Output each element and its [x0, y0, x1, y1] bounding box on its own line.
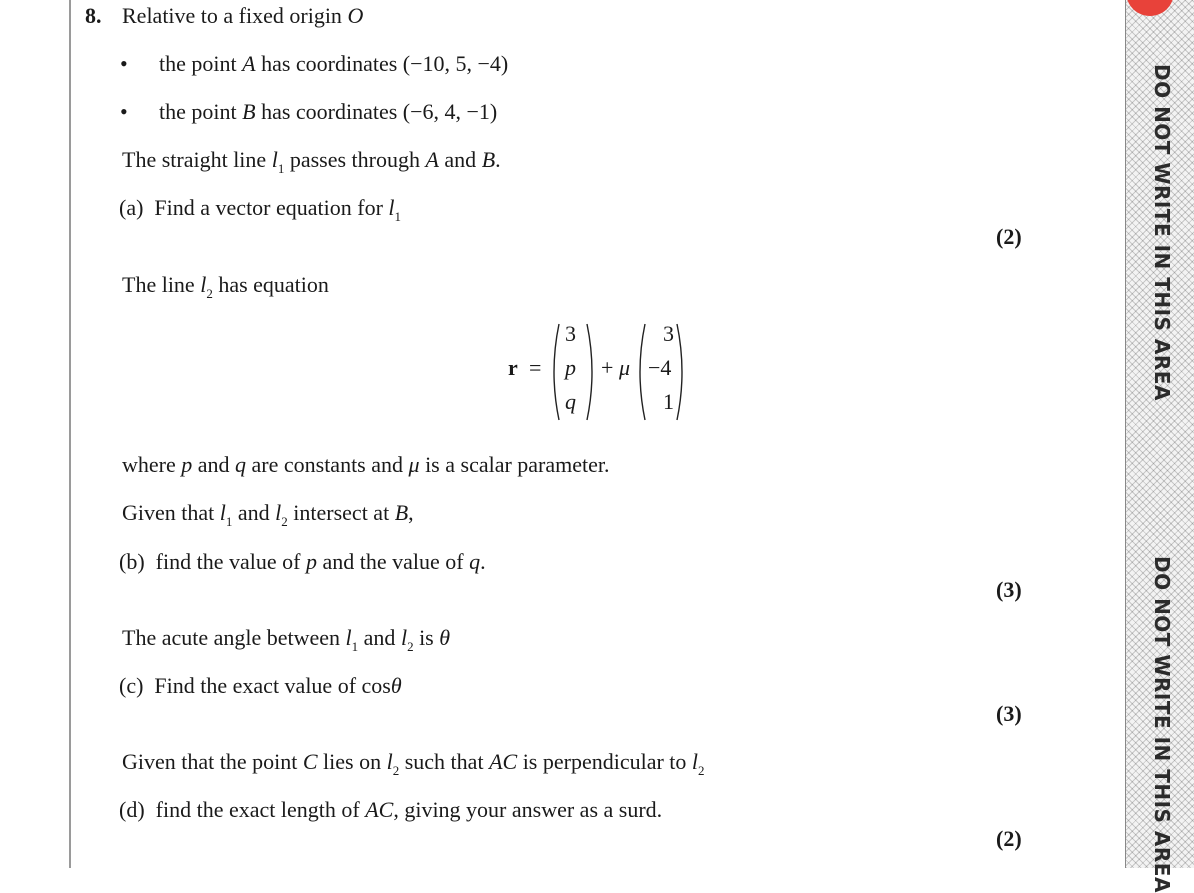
page-left-border: [69, 0, 71, 868]
marks-b: (3): [996, 577, 1022, 602]
vec2-y: −4: [648, 355, 672, 380]
line-l2-intro: The line $l_2$ has equation: [122, 272, 329, 301]
bullet-point-a: the point A has coordinates (−10, 5, −4): [159, 51, 509, 76]
vec1-x: 3: [565, 321, 576, 346]
marks-a: (2): [996, 224, 1022, 249]
question-intro: Relative to a fixed origin O: [122, 3, 364, 28]
where-statement: where p and q are constants and μ is a scalar parameter.: [122, 452, 610, 477]
marks-c: (3): [996, 701, 1022, 726]
part-a: (a) Find a vector equation for $l_1$: [119, 195, 402, 224]
given-perpendicular: Given that the point C lies on $l_2$ such that AC is perpendicular to $l_2$: [122, 749, 705, 778]
line-l1-statement: The straight line $l_1$ passes through A and B.: [122, 147, 501, 176]
left-paren-2: [633, 322, 647, 422]
marks-d: (2): [996, 826, 1022, 851]
bullet-dot: •: [120, 99, 128, 124]
vec2-x: 3: [663, 321, 674, 346]
part-d: (d) find the exact length of AC, giving your answer as a surd.: [119, 797, 663, 822]
part-c: (c) Find the exact value of cosθ: [119, 673, 402, 698]
bullet-dot: •: [120, 51, 128, 76]
angle-statement: The acute angle between $l_1$ and $l_2$ is θ: [122, 625, 451, 654]
margin-warning-bottom: DO NOT WRITE IN THIS AREA: [1150, 556, 1174, 893]
right-paren-1: [585, 322, 599, 422]
equals-sign: =: [529, 355, 542, 380]
question-number: 8.: [85, 3, 102, 28]
vec1-z: q: [565, 389, 576, 414]
bullet-point-b: the point B has coordinates (−6, 4, −1): [159, 99, 498, 124]
vec1-y: p: [565, 355, 576, 380]
margin-warning-top: DO NOT WRITE IN THIS AREA: [1150, 64, 1174, 401]
r-symbol: r: [508, 355, 518, 380]
vec2-z: 1: [663, 389, 674, 414]
mu-symbol: μ: [619, 355, 631, 380]
vector-equation: [505, 318, 705, 422]
right-paren-2: [675, 322, 689, 422]
part-b: (b) find the value of p and the value of q.: [119, 549, 486, 574]
given-intersect: Given that $l_1$ and $l_2$ intersect at B,: [122, 500, 414, 529]
plus-sign: +: [601, 355, 614, 380]
left-paren-1: [547, 322, 561, 422]
